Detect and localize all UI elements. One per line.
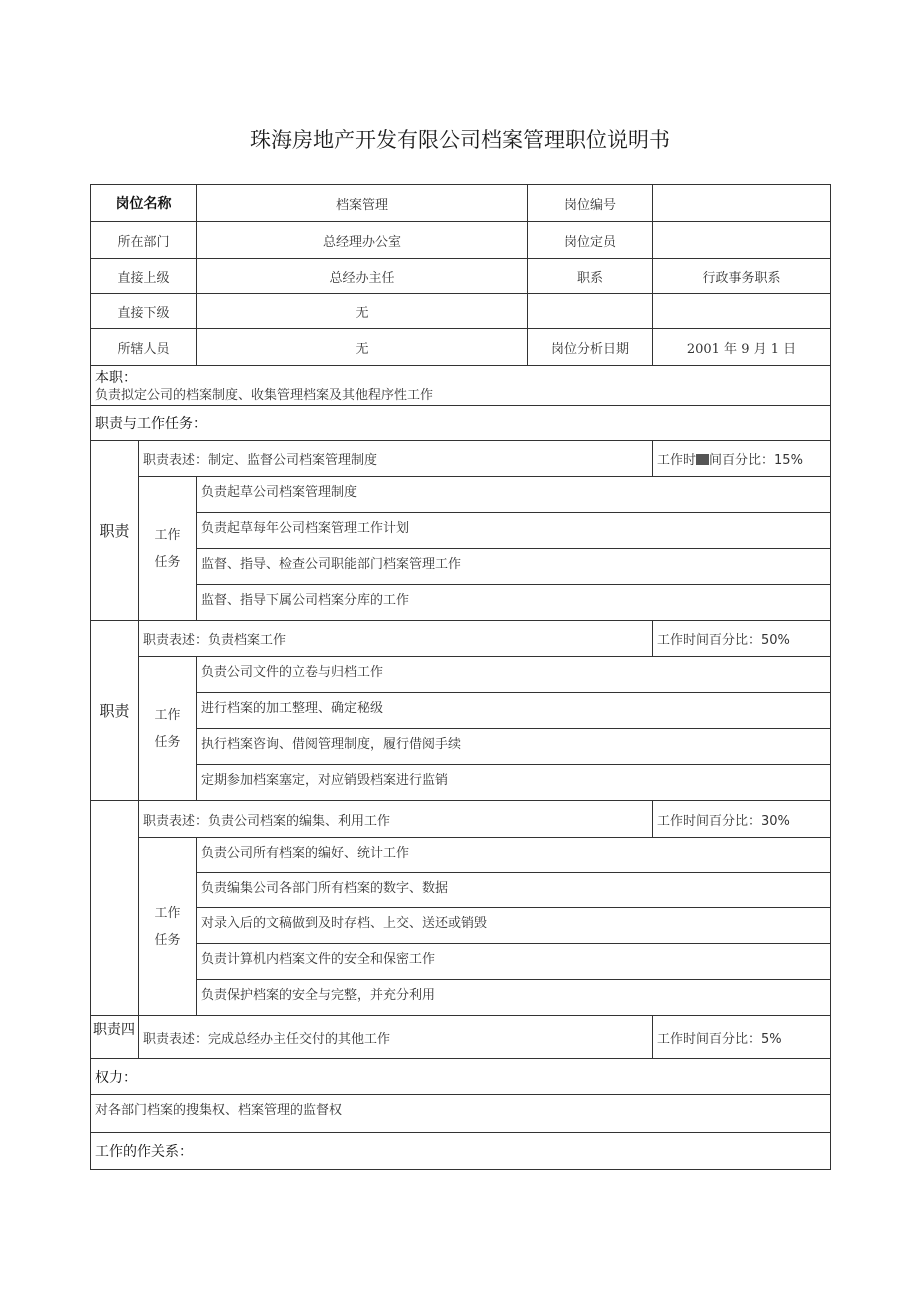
analysis-date-label: 岗位分析日期 bbox=[528, 329, 653, 366]
duty-4-desc: 职责表述：完成总经办主任交付的其他工作 bbox=[139, 1016, 653, 1059]
duty-3-task-1: 负责公司所有档案的编好、统计工作 bbox=[197, 838, 831, 873]
headcount-label: 岗位定员 bbox=[528, 222, 653, 259]
duties-heading-row bbox=[91, 406, 831, 441]
duties-heading: 职责与工作任务： bbox=[91, 406, 831, 441]
duty-3-task-5: 负责保护档案的安全与完整，并充分利用 bbox=[197, 980, 831, 1016]
duty-4-row bbox=[91, 1016, 831, 1059]
subordinate-value: 无 bbox=[197, 294, 528, 329]
job-description-table bbox=[90, 184, 831, 1170]
subordinate-label: 直接下级 bbox=[91, 294, 197, 329]
duty-2-desc: 职责表述：负责档案工作 bbox=[139, 621, 653, 657]
position-code-label: 岗位编号 bbox=[528, 185, 653, 222]
duty-3-task-label: 工作 任务 bbox=[139, 838, 197, 1016]
duty-2-task-2: 进行档案的加工整理、确定秘级 bbox=[197, 693, 831, 729]
duty-1-task-row bbox=[91, 549, 831, 585]
duty-2-desc-row bbox=[91, 621, 831, 657]
managed-value: 无 bbox=[197, 329, 528, 366]
duty-2-task-3: 执行档案咨询、借阅管理制度，履行借阅手续 bbox=[197, 729, 831, 765]
duty-4-time: 工作时间百分比：5% bbox=[653, 1016, 831, 1059]
duty-2-task-row bbox=[91, 693, 831, 729]
duty-1-task-3: 监督、指导、检查公司职能部门档案管理工作 bbox=[197, 549, 831, 585]
empty-cell bbox=[528, 294, 653, 329]
authority-label-row bbox=[91, 1059, 831, 1095]
info-row-subordinate bbox=[91, 294, 831, 329]
managed-label: 所辖人员 bbox=[91, 329, 197, 366]
duty-1-task-label: 工作 任务 bbox=[139, 477, 197, 621]
duty-2-time: 工作时间百分比：50% bbox=[653, 621, 831, 657]
duty-3-task-row bbox=[91, 944, 831, 980]
duty-1-time: 工作时 间百分比：15% bbox=[653, 441, 831, 477]
authority-text: 对各部门档案的搜集权、档案管理的监督权 bbox=[91, 1095, 831, 1133]
info-row-managed bbox=[91, 329, 831, 366]
authority-label: 权力： bbox=[91, 1059, 831, 1095]
duty-2-task-row bbox=[91, 657, 831, 693]
analysis-date-value: 2001 年 9 月 1 日 bbox=[653, 329, 831, 366]
job-family-label: 职系 bbox=[528, 259, 653, 294]
duty-1-task-1: 负责起草公司档案管理制度 bbox=[197, 477, 831, 513]
duty-1-task-4: 监督、指导下属公司档案分库的工作 bbox=[197, 585, 831, 621]
core-row bbox=[91, 366, 831, 406]
duty-1-task-row bbox=[91, 585, 831, 621]
superior-label: 直接上级 bbox=[91, 259, 197, 294]
duty-1-task-row bbox=[91, 513, 831, 549]
redaction-block bbox=[696, 454, 709, 465]
duty-2-task-4: 定期参加档案塞定，对应销毁档案进行监销 bbox=[197, 765, 831, 801]
duty-3-task-3: 对录入后的文稿做到及时存档、上交、送还或销毁 bbox=[197, 908, 831, 944]
core-text: 负责拟定公司的档案制度、收集管理档案及其他程序性工作 bbox=[95, 387, 434, 403]
core-label: 本职： bbox=[95, 369, 137, 386]
duty-2-task-row bbox=[91, 729, 831, 765]
duty-3-task-row bbox=[91, 873, 831, 908]
relations-label: 工作的作关系： bbox=[91, 1133, 831, 1170]
duty-2-task-1: 负责公司文件的立卷与归档工作 bbox=[197, 657, 831, 693]
duty-1-label: 职责 bbox=[91, 441, 139, 621]
position-name-value: 档案管理 bbox=[197, 185, 528, 222]
duty-3-desc-row bbox=[91, 801, 831, 838]
duty-1-desc: 职责表述：制定、监督公司档案管理制度 bbox=[139, 441, 653, 477]
duty-3-task-row bbox=[91, 980, 831, 1016]
duty-2-label: 职责 bbox=[91, 621, 139, 801]
job-family-value: 行政事务职系 bbox=[653, 259, 831, 294]
duty-4-label: 职责四 bbox=[91, 1016, 139, 1059]
duty-2-task-row bbox=[91, 765, 831, 801]
duty-1-task-2: 负责起草每年公司档案管理工作计划 bbox=[197, 513, 831, 549]
dept-value: 总经理办公室 bbox=[197, 222, 528, 259]
authority-text-row bbox=[91, 1095, 831, 1133]
position-code-value bbox=[653, 185, 831, 222]
empty-cell bbox=[653, 294, 831, 329]
duty-3-label bbox=[91, 801, 139, 1016]
headcount-value bbox=[653, 222, 831, 259]
superior-value: 总经办主任 bbox=[197, 259, 528, 294]
duty-2-task-label: 工作 任务 bbox=[139, 657, 197, 801]
info-row-position bbox=[91, 185, 831, 222]
dept-label: 所在部门 bbox=[91, 222, 197, 259]
duty-1-desc-row bbox=[91, 441, 831, 477]
page-title: 珠海房地产开发有限公司档案管理职位说明书 bbox=[250, 128, 670, 152]
relations-row bbox=[91, 1133, 831, 1170]
duty-3-task-2: 负责编集公司各部门所有档案的数字、数据 bbox=[197, 873, 831, 908]
core-cell bbox=[91, 366, 831, 406]
duty-3-task-row bbox=[91, 838, 831, 873]
info-row-dept bbox=[91, 222, 831, 259]
position-name-label: 岗位名称 bbox=[91, 185, 197, 222]
duty-3-task-row bbox=[91, 908, 831, 944]
duty-3-task-4: 负责计算机内档案文件的安全和保密工作 bbox=[197, 944, 831, 980]
info-row-superior bbox=[91, 259, 831, 294]
duty-3-time: 工作时间百分比：30% bbox=[653, 801, 831, 838]
duty-3-desc: 职责表述：负责公司档案的编集、利用工作 bbox=[139, 801, 653, 838]
duty-1-task-row bbox=[91, 477, 831, 513]
